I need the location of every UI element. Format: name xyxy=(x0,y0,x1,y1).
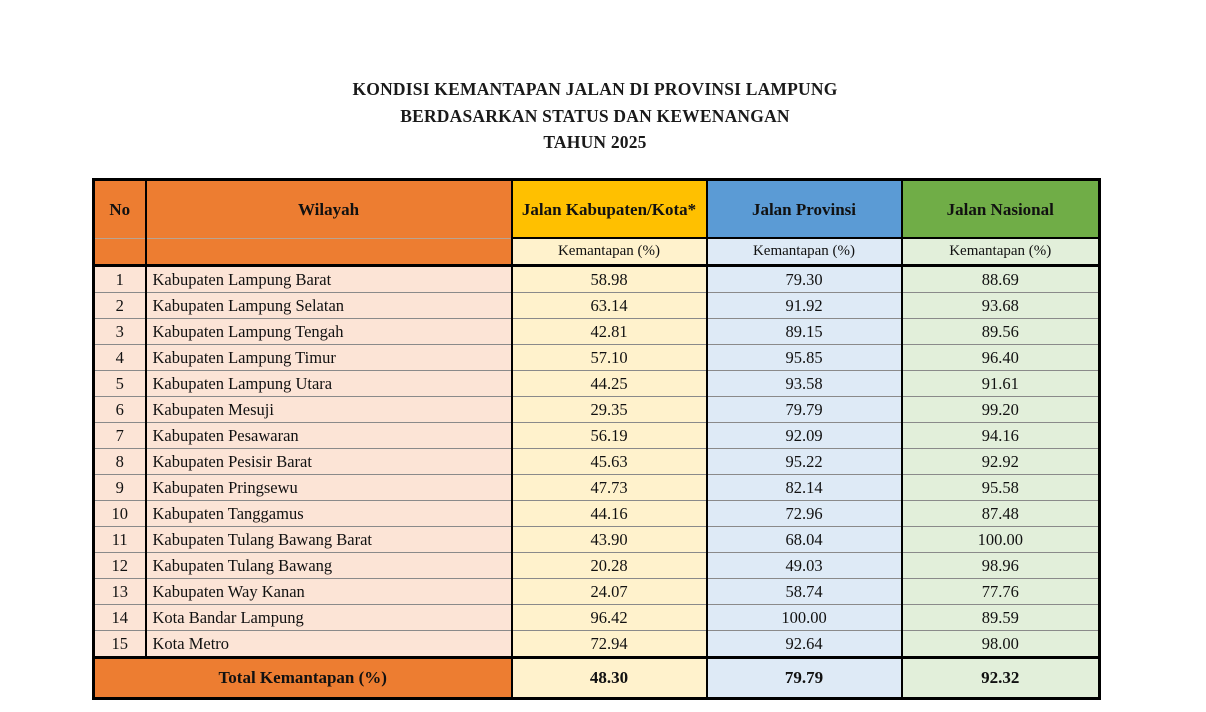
kemantapan-provinsi-value: 95.22 xyxy=(707,449,902,475)
kemantapan-nasional-value: 95.58 xyxy=(902,475,1100,501)
table-row xyxy=(94,553,1100,579)
row-number: 7 xyxy=(94,423,146,449)
kemantapan-provinsi-value: 91.92 xyxy=(707,293,902,319)
kemantapan-provinsi-value: 49.03 xyxy=(707,553,902,579)
row-number: 4 xyxy=(94,345,146,371)
table-row xyxy=(94,527,1100,553)
column-header-jalan-kabupaten-kota: Jalan Kabupaten/Kota* xyxy=(512,180,707,239)
column-header-no: No xyxy=(94,180,146,239)
subheader-kemantapan-nasional: Kemantapan (%) xyxy=(902,238,1100,266)
kemantapan-provinsi-value: 68.04 xyxy=(707,527,902,553)
kemantapan-kabkota-value: 20.28 xyxy=(512,553,707,579)
table-row xyxy=(94,423,1100,449)
kemantapan-provinsi-value: 92.64 xyxy=(707,631,902,658)
total-label: Total Kemantapan (%) xyxy=(94,658,512,699)
wilayah-name: Kabupaten Lampung Utara xyxy=(146,371,512,397)
row-number: 13 xyxy=(94,579,146,605)
kemantapan-kabkota-value: 96.42 xyxy=(512,605,707,631)
table-row xyxy=(94,449,1100,475)
subheader-no-spacer xyxy=(94,238,146,266)
row-number: 12 xyxy=(94,553,146,579)
kemantapan-nasional-value: 77.76 xyxy=(902,579,1100,605)
row-number: 6 xyxy=(94,397,146,423)
kemantapan-provinsi-value: 93.58 xyxy=(707,371,902,397)
title-line-3: TAHUN 2025 xyxy=(543,132,647,152)
kemantapan-kabkota-value: 24.07 xyxy=(512,579,707,605)
kemantapan-nasional-value: 88.69 xyxy=(902,266,1100,293)
total-provinsi-value: 79.79 xyxy=(707,658,902,699)
kemantapan-nasional-value: 96.40 xyxy=(902,345,1100,371)
kemantapan-provinsi-value: 79.30 xyxy=(707,266,902,293)
table-row xyxy=(94,501,1100,527)
table-body xyxy=(94,266,1100,658)
kemantapan-kabkota-value: 44.25 xyxy=(512,371,707,397)
row-number: 11 xyxy=(94,527,146,553)
wilayah-name: Kabupaten Pesisir Barat xyxy=(146,449,512,475)
kemantapan-nasional-value: 89.59 xyxy=(902,605,1100,631)
kemantapan-nasional-value: 87.48 xyxy=(902,501,1100,527)
kemantapan-provinsi-value: 82.14 xyxy=(707,475,902,501)
row-number: 2 xyxy=(94,293,146,319)
kemantapan-provinsi-value: 72.96 xyxy=(707,501,902,527)
kemantapan-kabkota-value: 72.94 xyxy=(512,631,707,658)
kemantapan-provinsi-value: 89.15 xyxy=(707,319,902,345)
wilayah-name: Kabupaten Way Kanan xyxy=(146,579,512,605)
row-number: 15 xyxy=(94,631,146,658)
kemantapan-nasional-value: 98.00 xyxy=(902,631,1100,658)
kemantapan-nasional-value: 94.16 xyxy=(902,423,1100,449)
kemantapan-kabkota-value: 47.73 xyxy=(512,475,707,501)
wilayah-name: Kabupaten Lampung Selatan xyxy=(146,293,512,319)
kemantapan-nasional-value: 100.00 xyxy=(902,527,1100,553)
kemantapan-kabkota-value: 43.90 xyxy=(512,527,707,553)
table-row xyxy=(94,397,1100,423)
subheader-kemantapan-provinsi: Kemantapan (%) xyxy=(707,238,902,266)
kemantapan-provinsi-value: 95.85 xyxy=(707,345,902,371)
row-number: 9 xyxy=(94,475,146,501)
wilayah-name: Kabupaten Pesawaran xyxy=(146,423,512,449)
total-row xyxy=(94,658,1100,699)
kemantapan-provinsi-value: 79.79 xyxy=(707,397,902,423)
kemantapan-kabkota-value: 63.14 xyxy=(512,293,707,319)
kemantapan-nasional-value: 93.68 xyxy=(902,293,1100,319)
report-title xyxy=(92,76,1098,156)
wilayah-name: Kabupaten Tulang Bawang xyxy=(146,553,512,579)
kemantapan-provinsi-value: 100.00 xyxy=(707,605,902,631)
table-row xyxy=(94,579,1100,605)
table-row xyxy=(94,631,1100,658)
kemantapan-table xyxy=(92,178,1101,700)
kemantapan-nasional-value: 91.61 xyxy=(902,371,1100,397)
kemantapan-provinsi-value: 92.09 xyxy=(707,423,902,449)
kemantapan-kabkota-value: 29.35 xyxy=(512,397,707,423)
wilayah-name: Kabupaten Lampung Timur xyxy=(146,345,512,371)
kemantapan-kabkota-value: 58.98 xyxy=(512,266,707,293)
row-number: 1 xyxy=(94,266,146,293)
row-number: 3 xyxy=(94,319,146,345)
wilayah-name: Kabupaten Pringsewu xyxy=(146,475,512,501)
kemantapan-nasional-value: 98.96 xyxy=(902,553,1100,579)
wilayah-name: Kabupaten Mesuji xyxy=(146,397,512,423)
kemantapan-kabkota-value: 57.10 xyxy=(512,345,707,371)
table-row xyxy=(94,293,1100,319)
title-line-2: BERDASARKAN STATUS DAN KEWENANGAN xyxy=(400,105,790,126)
wilayah-name: Kabupaten Tulang Bawang Barat xyxy=(146,527,512,553)
wilayah-name: Kota Metro xyxy=(146,631,512,658)
table-row xyxy=(94,371,1100,397)
subheader-wilayah-spacer xyxy=(146,238,512,266)
column-header-wilayah: Wilayah xyxy=(146,180,512,239)
subheader-kemantapan-kabkota: Kemantapan (%) xyxy=(512,238,707,266)
kemantapan-nasional-value: 92.92 xyxy=(902,449,1100,475)
wilayah-name: Kota Bandar Lampung xyxy=(146,605,512,631)
row-number: 14 xyxy=(94,605,146,631)
row-number: 5 xyxy=(94,371,146,397)
table-row xyxy=(94,319,1100,345)
wilayah-name: Kabupaten Lampung Barat xyxy=(146,266,512,293)
total-kabkota-value: 48.30 xyxy=(512,658,707,699)
title-line-1: KONDISI KEMANTAPAN JALAN DI PROVINSI LAMPUNG xyxy=(352,79,838,99)
kemantapan-kabkota-value: 42.81 xyxy=(512,319,707,345)
table-header-row xyxy=(94,180,1100,239)
row-number: 10 xyxy=(94,501,146,527)
column-header-jalan-provinsi: Jalan Provinsi xyxy=(707,180,902,239)
kemantapan-nasional-value: 99.20 xyxy=(902,397,1100,423)
kemantapan-kabkota-value: 45.63 xyxy=(512,449,707,475)
total-nasional-value: 92.32 xyxy=(902,658,1100,699)
kemantapan-provinsi-value: 58.74 xyxy=(707,579,902,605)
kemantapan-nasional-value: 89.56 xyxy=(902,319,1100,345)
table-row xyxy=(94,345,1100,371)
wilayah-name: Kabupaten Tanggamus xyxy=(146,501,512,527)
table-row xyxy=(94,266,1100,293)
wilayah-name: Kabupaten Lampung Tengah xyxy=(146,319,512,345)
kemantapan-kabkota-value: 56.19 xyxy=(512,423,707,449)
column-header-jalan-nasional: Jalan Nasional xyxy=(902,180,1100,239)
table-subheader-row xyxy=(94,238,1100,266)
table-row xyxy=(94,475,1100,501)
row-number: 8 xyxy=(94,449,146,475)
kemantapan-kabkota-value: 44.16 xyxy=(512,501,707,527)
table-row xyxy=(94,605,1100,631)
